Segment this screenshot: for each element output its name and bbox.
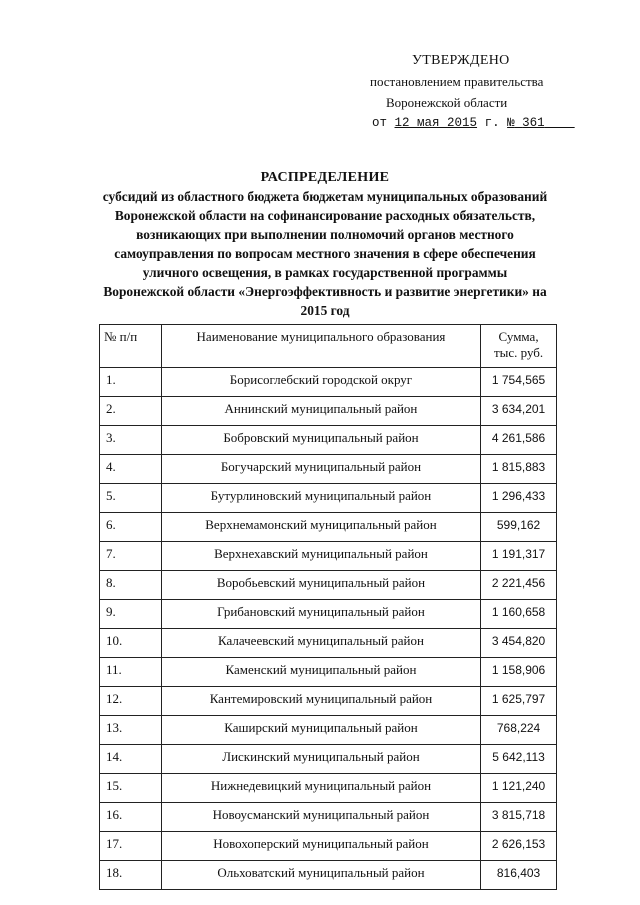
table-row xyxy=(100,600,557,629)
table-row xyxy=(100,397,557,426)
subsidy-amount: 599,162 xyxy=(481,513,557,542)
header-sum-unit: тыс. руб. xyxy=(493,345,544,360)
table-row xyxy=(100,803,557,832)
row-number: 3. xyxy=(100,426,162,455)
table-row xyxy=(100,542,557,571)
table-row xyxy=(100,745,557,774)
table-row xyxy=(100,687,557,716)
title-line: Воронежской области на софинансирование расходных обязательств, xyxy=(114,208,536,223)
row-number: 12. xyxy=(100,687,162,716)
table-row xyxy=(100,455,557,484)
distribution-table xyxy=(99,324,557,890)
table-row xyxy=(100,774,557,803)
subsidy-amount: 2 221,456 xyxy=(481,571,557,600)
municipality-name: Нижнедевицкий муниципальный район xyxy=(161,774,480,803)
row-number: 13. xyxy=(100,716,162,745)
year-suffix: г. xyxy=(484,116,500,130)
row-number: 18. xyxy=(100,861,162,890)
municipality-name: Бутурлиновский муниципальный район xyxy=(161,484,480,513)
table-row xyxy=(100,716,557,745)
approval-region: Воронежской области xyxy=(386,95,508,110)
table-row xyxy=(100,368,557,397)
municipality-name: Грибановский муниципальный район xyxy=(161,600,480,629)
approval-resolution: постановлением правительства xyxy=(370,74,544,89)
title-line: самоуправления по вопросам местного значения в сфере обеспечения xyxy=(114,246,536,261)
subsidy-amount: 3 634,201 xyxy=(481,397,557,426)
row-number: 9. xyxy=(100,600,162,629)
subsidy-amount: 816,403 xyxy=(481,861,557,890)
municipality-name: Борисоглебский городской округ xyxy=(161,368,480,397)
row-number: 1. xyxy=(100,368,162,397)
row-number: 7. xyxy=(100,542,162,571)
municipality-name: Бобровский муниципальный район xyxy=(161,426,480,455)
table-row xyxy=(100,629,557,658)
row-number: 2. xyxy=(100,397,162,426)
approval-number-line xyxy=(507,116,575,130)
row-number: 5. xyxy=(100,484,162,513)
municipality-name: Лискинский муниципальный район xyxy=(161,745,480,774)
table-row xyxy=(100,484,557,513)
table-header-row xyxy=(100,325,557,368)
municipality-name: Воробьевский муниципальный район xyxy=(161,571,480,600)
subsidy-amount: 1 625,797 xyxy=(481,687,557,716)
subsidy-amount: 3 454,820 xyxy=(481,629,557,658)
subsidy-amount: 1 158,906 xyxy=(481,658,557,687)
table-row xyxy=(100,832,557,861)
municipality-name: Каширский муниципальный район xyxy=(161,716,480,745)
municipality-name: Богучарский муниципальный район xyxy=(161,455,480,484)
row-number: 6. xyxy=(100,513,162,542)
row-number: 14. xyxy=(100,745,162,774)
row-number: 10. xyxy=(100,629,162,658)
municipality-name: Каменский муниципальный район xyxy=(161,658,480,687)
approval-number: 361 xyxy=(522,116,545,130)
municipality-name: Верхнехавский муниципальный район xyxy=(161,542,480,571)
municipality-name: Калачеевский муниципальный район xyxy=(161,629,480,658)
title-line: 2015 год xyxy=(300,303,350,318)
title-line: возникающих при выполнении полномочий органов местного xyxy=(136,227,514,242)
subsidy-amount: 1 754,565 xyxy=(481,368,557,397)
table-row xyxy=(100,426,557,455)
row-number: 15. xyxy=(100,774,162,803)
header-sum-label: Сумма, xyxy=(498,329,539,344)
title-line: уличного освещения, в рамках государственной программы xyxy=(142,265,508,280)
municipality-name: Новоусманский муниципальный район xyxy=(161,803,480,832)
date-prefix: от xyxy=(372,116,388,130)
municipality-name: Новохоперский муниципальный район xyxy=(161,832,480,861)
approval-stamp xyxy=(360,50,600,134)
document-title xyxy=(90,168,560,320)
subsidy-amount: 1 160,658 xyxy=(481,600,557,629)
subsidy-amount: 1 815,883 xyxy=(481,455,557,484)
municipality-name: Верхнемамонский муниципальный район xyxy=(161,513,480,542)
subsidy-amount: 768,224 xyxy=(481,716,557,745)
header-name: Наименование муниципального образования xyxy=(161,325,480,368)
row-number: 4. xyxy=(100,455,162,484)
subsidy-amount: 3 815,718 xyxy=(481,803,557,832)
municipality-name: Кантемировский муниципальный район xyxy=(161,687,480,716)
municipality-name: Ольховатский муниципальный район xyxy=(161,861,480,890)
row-number: 8. xyxy=(100,571,162,600)
table-row xyxy=(100,658,557,687)
subsidy-amount: 1 191,317 xyxy=(481,542,557,571)
row-number: 11. xyxy=(100,658,162,687)
approval-heading: УТВЕРЖДЕНО xyxy=(412,53,510,68)
row-number: 17. xyxy=(100,832,162,861)
title-line: Воронежской области «Энергоэффективность и развитие энергетики» на xyxy=(103,284,547,299)
table-row xyxy=(100,513,557,542)
title-heading: РАСПРЕДЕЛЕНИЕ xyxy=(260,170,390,185)
row-number: 16. xyxy=(100,803,162,832)
subsidy-amount: 1 296,433 xyxy=(481,484,557,513)
number-sign: № xyxy=(507,116,515,130)
subsidy-amount: 4 261,586 xyxy=(481,426,557,455)
subsidy-amount: 2 626,153 xyxy=(481,832,557,861)
subsidy-amount: 1 121,240 xyxy=(481,774,557,803)
approval-date: 12 мая 2015 xyxy=(394,116,478,130)
header-number: № п/п xyxy=(100,325,162,368)
table-row xyxy=(100,861,557,890)
header-sum xyxy=(481,325,557,368)
table-row xyxy=(100,571,557,600)
title-line: субсидий из областного бюджета бюджетам муниципальных образований xyxy=(102,189,548,204)
approval-date-line xyxy=(360,113,600,134)
municipality-name: Аннинский муниципальный район xyxy=(161,397,480,426)
subsidy-amount: 5 642,113 xyxy=(481,745,557,774)
